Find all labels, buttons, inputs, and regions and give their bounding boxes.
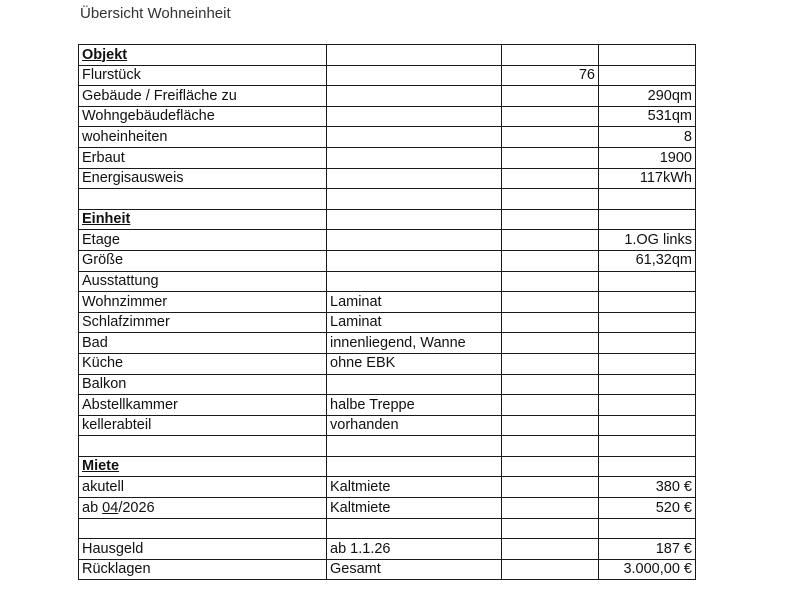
row-label: Rücklagen <box>79 559 327 580</box>
cell-value <box>599 45 696 66</box>
table-row <box>79 312 696 333</box>
row-label: Abstellkammer <box>79 395 327 416</box>
cell-value: 8 <box>599 127 696 148</box>
blank-row <box>79 189 696 210</box>
row-label: Größe <box>79 250 327 271</box>
table-row <box>79 127 696 148</box>
table-row <box>79 147 696 168</box>
cell-number <box>502 45 599 66</box>
cell-value <box>599 189 696 210</box>
cell-number <box>502 559 599 580</box>
table-row <box>79 539 696 560</box>
row-label-suffix: /2026 <box>118 499 155 516</box>
row-label <box>79 498 327 519</box>
cell-detail <box>327 518 502 539</box>
row-label: Schlafzimmer <box>79 312 327 333</box>
table-row <box>79 271 696 292</box>
cell-number <box>502 353 599 374</box>
cell-value <box>599 518 696 539</box>
table-row <box>79 374 696 395</box>
table-row <box>79 333 696 354</box>
row-label: Bad <box>79 333 327 354</box>
cell-number: 76 <box>502 65 599 86</box>
table-row <box>79 106 696 127</box>
cell-detail: ohne EBK <box>327 353 502 374</box>
row-label: Energisausweis <box>79 168 327 189</box>
cell-value <box>599 65 696 86</box>
row-label <box>79 436 327 457</box>
cell-number <box>502 168 599 189</box>
cell-number <box>502 436 599 457</box>
cell-detail <box>327 127 502 148</box>
cell-detail <box>327 374 502 395</box>
cell-value <box>599 312 696 333</box>
cell-number <box>502 498 599 519</box>
cell-value: 3.000,00 € <box>599 559 696 580</box>
section-title: Objekt <box>79 45 327 66</box>
row-label: Balkon <box>79 374 327 395</box>
cell-detail <box>327 65 502 86</box>
cell-detail <box>327 106 502 127</box>
cell-detail: ab 1.1.26 <box>327 539 502 560</box>
cell-value <box>599 333 696 354</box>
cell-value: 380 € <box>599 477 696 498</box>
cell-number <box>502 106 599 127</box>
cell-value: 1900 <box>599 147 696 168</box>
cell-value <box>599 456 696 477</box>
table-row <box>79 86 696 107</box>
cell-detail: Gesamt <box>327 559 502 580</box>
document-title: Übersicht Wohneinheit <box>80 5 231 22</box>
cell-detail <box>327 86 502 107</box>
table-row <box>79 477 696 498</box>
overview-table <box>78 44 696 580</box>
row-label: woheinheiten <box>79 127 327 148</box>
row-label: Gebäude / Freifläche zu <box>79 86 327 107</box>
row-label: Wohngebäudefläche <box>79 106 327 127</box>
cell-value <box>599 374 696 395</box>
row-label <box>79 518 327 539</box>
cell-value <box>599 353 696 374</box>
table-row <box>79 65 696 86</box>
cell-detail: vorhanden <box>327 415 502 436</box>
row-label: Etage <box>79 230 327 251</box>
cell-value <box>599 415 696 436</box>
cell-number <box>502 86 599 107</box>
cell-detail <box>327 147 502 168</box>
cell-value <box>599 292 696 313</box>
row-label: Wohnzimmer <box>79 292 327 313</box>
cell-number <box>502 189 599 210</box>
cell-number <box>502 477 599 498</box>
cell-number <box>502 127 599 148</box>
blank-row <box>79 436 696 457</box>
cell-value <box>599 436 696 457</box>
cell-value: 1.OG links <box>599 230 696 251</box>
table-row <box>79 415 696 436</box>
cell-number <box>502 333 599 354</box>
cell-number <box>502 250 599 271</box>
cell-detail <box>327 45 502 66</box>
cell-value: 531qm <box>599 106 696 127</box>
cell-detail <box>327 456 502 477</box>
row-label: Hausgeld <box>79 539 327 560</box>
cell-value <box>599 271 696 292</box>
row-label: kellerabteil <box>79 415 327 436</box>
cell-number <box>502 292 599 313</box>
row-label-underlined: 04 <box>102 499 119 516</box>
cell-detail <box>327 168 502 189</box>
cell-detail <box>327 271 502 292</box>
cell-detail <box>327 436 502 457</box>
cell-number <box>502 209 599 230</box>
cell-number <box>502 147 599 168</box>
cell-number <box>502 374 599 395</box>
blank-row <box>79 518 696 539</box>
table-row <box>79 168 696 189</box>
cell-value: 117kWh <box>599 168 696 189</box>
cell-number <box>502 415 599 436</box>
cell-detail <box>327 209 502 230</box>
row-label <box>79 189 327 210</box>
row-label: Ausstattung <box>79 271 327 292</box>
cell-value: 290qm <box>599 86 696 107</box>
table-row <box>79 292 696 313</box>
cell-detail: Laminat <box>327 312 502 333</box>
section-header-row <box>79 45 696 66</box>
cell-number <box>502 271 599 292</box>
cell-detail <box>327 230 502 251</box>
table-row <box>79 498 696 519</box>
cell-number <box>502 456 599 477</box>
table-row <box>79 353 696 374</box>
cell-detail <box>327 189 502 210</box>
cell-detail: Laminat <box>327 292 502 313</box>
cell-value: 61,32qm <box>599 250 696 271</box>
cell-value: 187 € <box>599 539 696 560</box>
row-label: akutell <box>79 477 327 498</box>
cell-value <box>599 209 696 230</box>
section-header-row <box>79 209 696 230</box>
row-label-prefix: ab <box>82 499 103 516</box>
table-row <box>79 559 696 580</box>
cell-number <box>502 395 599 416</box>
row-label: Erbaut <box>79 147 327 168</box>
cell-value <box>599 395 696 416</box>
cell-number <box>502 518 599 539</box>
section-header-row <box>79 456 696 477</box>
row-label: Flurstück <box>79 65 327 86</box>
cell-detail: innenliegend, Wanne <box>327 333 502 354</box>
cell-number <box>502 312 599 333</box>
table-row <box>79 250 696 271</box>
row-label: Küche <box>79 353 327 374</box>
section-title: Miete <box>79 456 327 477</box>
cell-detail: halbe Treppe <box>327 395 502 416</box>
table-row <box>79 230 696 251</box>
cell-value: 520 € <box>599 498 696 519</box>
cell-detail: Kaltmiete <box>327 477 502 498</box>
cell-number <box>502 230 599 251</box>
cell-detail <box>327 250 502 271</box>
cell-number <box>502 539 599 560</box>
section-title: Einheit <box>79 209 327 230</box>
table-row <box>79 395 696 416</box>
cell-detail: Kaltmiete <box>327 498 502 519</box>
